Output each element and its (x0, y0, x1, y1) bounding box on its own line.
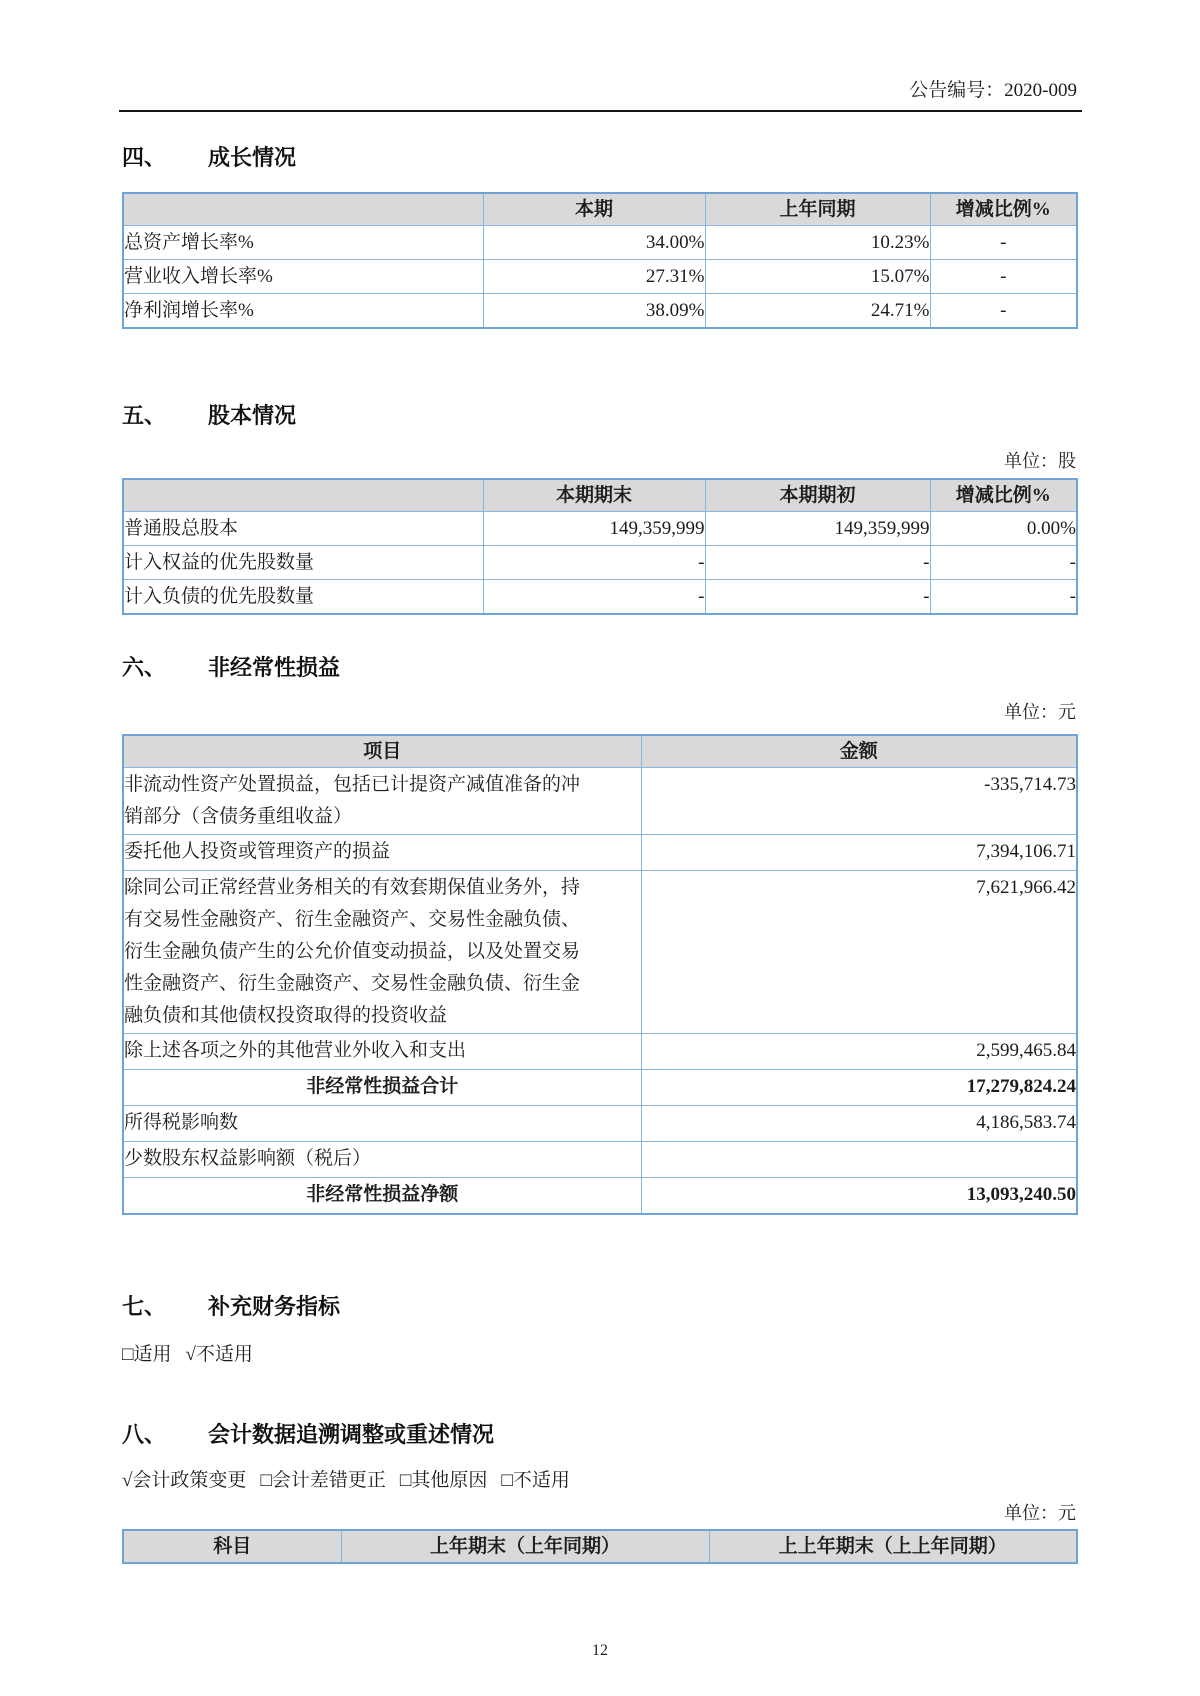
checkbox-option-not-applicable: □不适用 (501, 1470, 570, 1491)
unit-label-yuan: 单位：元 (1004, 1503, 1076, 1523)
table-row (123, 835, 1077, 871)
column-header: 本期期末 (483, 479, 705, 512)
table-row-total (123, 1178, 1077, 1215)
table-row (123, 1142, 1077, 1178)
row-label: 除同公司正常经营业务相关的有效套期保值业务外，持有交易性金融资产、衍生金融资产、交易性金融负债、衍生金融负债产生的公允价值变动损益，以及处置交易性金融资产、衍生金融资产、交易性金融负债、衍生金融负债和其他债权投资取得的投资收益 (123, 871, 641, 1034)
row-label: 净利润增长率% (123, 294, 483, 329)
value-cell: -335,714.73 (641, 768, 1077, 835)
checkbox-option-applicable: □适用 (122, 1344, 172, 1365)
table-row (123, 512, 1077, 546)
table-row (123, 580, 1077, 615)
checkbox-option-not-applicable: √不适用 (185, 1344, 253, 1365)
column-header: 本期期初 (705, 479, 930, 512)
table-row (123, 226, 1077, 260)
value-cell: 27.31% (483, 260, 705, 294)
section-title: 股本情况 (208, 403, 297, 428)
column-header: 科目 (123, 1530, 341, 1563)
column-header (123, 479, 483, 512)
unit-label-yuan: 单位：元 (1004, 702, 1076, 722)
value-cell: 149,359,999 (705, 512, 930, 546)
restatement-options (122, 1468, 1076, 1494)
section-title: 成长情况 (208, 145, 297, 170)
checkbox-option-policy-change: √会计政策变更 (122, 1470, 247, 1491)
row-label: 委托他人投资或管理资产的损益 (123, 835, 641, 871)
value-cell: 7,394,106.71 (641, 835, 1077, 871)
value-cell: - (930, 294, 1077, 329)
value-cell: - (930, 546, 1077, 580)
value-cell: - (930, 580, 1077, 615)
table-header-row (123, 1530, 1077, 1563)
section-heading-share-capital (122, 401, 1076, 431)
applicability-options (122, 1342, 1076, 1368)
column-header: 上年同期 (705, 193, 930, 226)
column-header: 金额 (641, 735, 1077, 768)
nonrecurring-table (122, 734, 1078, 1215)
section-heading-restatement (122, 1420, 1076, 1450)
value-cell: 13,093,240.50 (641, 1178, 1077, 1215)
table-header-row (123, 479, 1077, 512)
section-title: 补充财务指标 (208, 1294, 341, 1319)
column-header: 上上年期末（上上年同期） (709, 1530, 1077, 1563)
value-cell: 4,186,583.74 (641, 1106, 1077, 1142)
value-cell: - (705, 580, 930, 615)
value-cell: 15.07% (705, 260, 930, 294)
restatement-table (122, 1529, 1078, 1564)
section-heading-growth (122, 143, 1076, 173)
checkbox-option-other-reason: □其他原因 (399, 1470, 488, 1491)
table-row (123, 294, 1077, 329)
equity-table (122, 478, 1078, 615)
column-header: 项目 (123, 735, 641, 768)
table-row (123, 871, 1077, 1034)
unit-label-shares: 单位：股 (1004, 451, 1076, 471)
section-number: 七、 (122, 1294, 167, 1319)
row-label: 总资产增长率% (123, 226, 483, 260)
column-header: 本期 (483, 193, 705, 226)
value-cell: - (483, 580, 705, 615)
value-cell: 0.00% (930, 512, 1077, 546)
value-cell: 17,279,824.24 (641, 1070, 1077, 1106)
value-cell: 7,621,966.42 (641, 871, 1077, 1034)
section-title: 会计数据追溯调整或重述情况 (208, 1422, 495, 1447)
value-cell: 34.00% (483, 226, 705, 260)
value-cell (641, 1142, 1077, 1178)
column-header (123, 193, 483, 226)
section-heading-supplementary (122, 1292, 1076, 1322)
row-label: 所得税影响数 (123, 1106, 641, 1142)
column-header: 上年期末（上年同期） (341, 1530, 709, 1563)
value-cell: 10.23% (705, 226, 930, 260)
table-header-row (123, 735, 1077, 768)
section-number: 六、 (122, 655, 167, 680)
row-label: 计入负债的优先股数量 (123, 580, 483, 615)
section-number: 五、 (122, 403, 167, 428)
page-number: 12 (592, 1642, 608, 1659)
row-label: 除上述各项之外的其他营业外收入和支出 (123, 1034, 641, 1070)
checkbox-option-error-correction: □会计差错更正 (260, 1470, 386, 1491)
table-row (123, 768, 1077, 835)
row-label: 少数股东权益影响额（税后） (123, 1142, 641, 1178)
section-heading-nonrecurring (122, 653, 1076, 683)
value-cell: - (930, 260, 1077, 294)
page-content (122, 143, 1076, 1564)
section-title: 非经常性损益 (208, 655, 341, 680)
announcement-number: 公告编号：2020-009 (909, 80, 1077, 101)
row-label: 非流动性资产处置损益，包括已计提资产减值准备的冲销部分（含债务重组收益） (123, 768, 641, 835)
value-cell: 38.09% (483, 294, 705, 329)
table-row (123, 1106, 1077, 1142)
value-cell: 2,599,465.84 (641, 1034, 1077, 1070)
growth-table (122, 192, 1078, 329)
section-number: 八、 (122, 1422, 167, 1447)
row-label: 普通股总股本 (123, 512, 483, 546)
row-label: 非经常性损益净额 (123, 1178, 641, 1215)
table-row (123, 1034, 1077, 1070)
row-label: 营业收入增长率% (123, 260, 483, 294)
value-cell: 24.71% (705, 294, 930, 329)
row-label: 计入权益的优先股数量 (123, 546, 483, 580)
column-header: 增减比例% (930, 479, 1077, 512)
value-cell: - (930, 226, 1077, 260)
document-header (119, 0, 1082, 112)
column-header: 增减比例% (930, 193, 1077, 226)
section-number: 四、 (122, 145, 167, 170)
row-label: 非经常性损益合计 (123, 1070, 641, 1106)
table-row-subtotal (123, 1070, 1077, 1106)
table-row (123, 546, 1077, 580)
value-cell: 149,359,999 (483, 512, 705, 546)
table-row (123, 260, 1077, 294)
value-cell: - (705, 546, 930, 580)
table-header-row (123, 193, 1077, 226)
value-cell: - (483, 546, 705, 580)
